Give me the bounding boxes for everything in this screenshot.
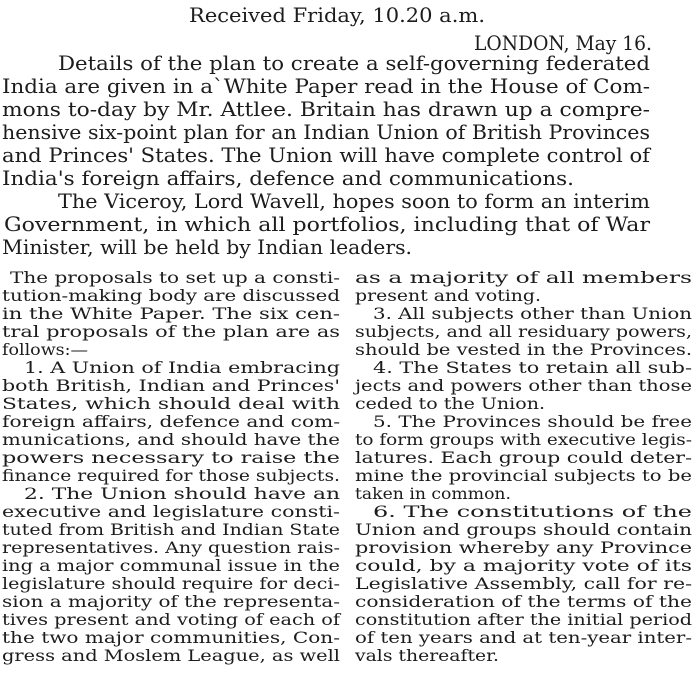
left-column-line: foreign affairs, defence and com-: [2, 412, 340, 431]
right-column-line: of ten years and at ten-year inter-: [355, 628, 692, 647]
left-column-line: tives present and voting of each of: [2, 610, 340, 629]
left-column-line: ing a major communal issue in the: [2, 556, 340, 575]
left-column-line: The proposals to set up a consti-: [10, 268, 340, 287]
right-column-line: to form groups with executive legis-: [355, 430, 692, 449]
right-column-line: could, by a majority vote of its: [355, 556, 692, 575]
right-column-line: present and voting.: [355, 286, 541, 305]
lead-line: mons to-day by Mr. Attlee. Britain has drawn up a compre-: [2, 97, 650, 121]
right-column-line: Legislative Assembly, call for re-: [355, 574, 692, 593]
right-column-line: latures. Each group could deter-: [355, 448, 692, 467]
lead-line: India's foreign affairs, defence and communications.: [2, 166, 574, 190]
lead-line: and Princes' States. The Union will have complete control of: [2, 143, 650, 167]
right-column-line: as a majority of all members: [355, 268, 692, 287]
right-column-line: subjects, and all residuary powers,: [355, 322, 692, 341]
left-column-line: in the White Paper. The six cen-: [2, 304, 340, 323]
left-column-line: 2. The Union should have an: [24, 484, 340, 503]
dateline: LONDON, May 16.: [474, 31, 652, 55]
left-column-line: States, which should deal with: [2, 394, 340, 413]
lead-line: Details of the plan to create a self-governing federated: [58, 51, 650, 75]
lead-line: hensive six-point plan for an Indian Union of British Provinces: [2, 120, 650, 144]
left-column-line: tral proposals of the plan are as: [2, 322, 340, 341]
lead-line: The Viceroy, Lord Wavell, hopes soon to form an interim: [58, 189, 650, 213]
left-column-line: finance required for those subjects.: [2, 466, 340, 485]
right-column-line: 5. The Provinces should be free: [373, 412, 692, 431]
right-column-line: constitution after the initial period: [355, 610, 692, 629]
left-column-line: sion a majority of the representa-: [2, 592, 340, 611]
left-column-line: executive and legislature consti-: [2, 502, 340, 521]
lead-line: Government, in which all portfolios, including that of War: [4, 212, 650, 236]
right-column-line: ceded to the Union.: [355, 394, 545, 413]
left-column-line: legislature should require for deci-: [2, 574, 340, 593]
right-column-line: taken in common.: [355, 484, 511, 503]
right-column-line: 3. All subjects other than Union: [373, 304, 692, 323]
lead-line: India are given in a`White Paper read in the House of Com-: [2, 74, 650, 98]
received-line: Received Friday, 10.20 a.m.: [189, 3, 485, 27]
left-column-line: the two major communities, Con-: [2, 628, 340, 647]
left-column-line: tution-making body are discussed: [2, 286, 340, 305]
right-column-line: jects and powers other than those: [355, 376, 692, 395]
left-column-line: follows:—: [2, 340, 88, 359]
right-column-line: vals thereafter.: [355, 646, 499, 665]
left-column-line: tuted from British and Indian State: [2, 520, 340, 539]
right-column-line: mine the provincial subjects to be: [355, 466, 692, 485]
left-column-line: munications, and should have the: [2, 430, 340, 449]
left-column-line: representatives. Any question rais-: [2, 538, 341, 557]
right-column-line: should be vested in the Provinces.: [355, 340, 692, 359]
left-column-line: powers necessary to raise the: [2, 448, 340, 467]
left-column-line: both British, Indian and Princes': [2, 376, 340, 395]
right-column-line: consideration of the terms of the: [355, 592, 692, 611]
right-column-line: provision whereby any Province: [355, 538, 692, 557]
left-column-line: gress and Moslem League, as well: [2, 646, 340, 665]
right-column-line: Union and groups should contain: [355, 520, 692, 539]
lead-line: Minister, will be held by Indian leaders.: [2, 235, 412, 259]
left-column-line: 1. A Union of India embracing: [24, 358, 340, 377]
right-column-line: 4. The States to retain all sub-: [373, 358, 692, 377]
right-column-line: 6. The constitutions of the: [373, 502, 692, 521]
